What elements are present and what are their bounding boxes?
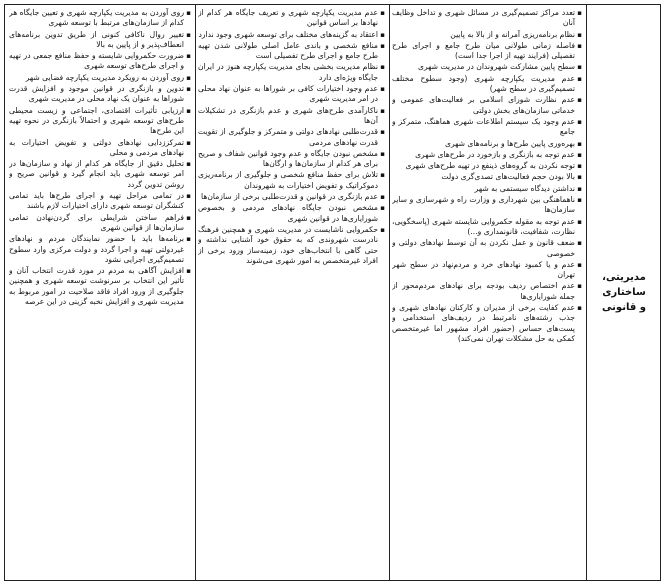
list-item: ▪ تغییر روال ناکافی کنونی از طریق تدوین برنامه‌های انعطاف‌پذیر و از پایین به بالا	[9, 30, 191, 51]
list-item: ▪ حکمروایی ناشایست در مدیریت شهری و همچنین فرهنگ نادرست شهروندی که به حقوق خود آشنایی نداشته و حتی گاهی با انتخاب‌های خود، زمینه‌ساز ورود برخی از افراد غیرمتخصص به امور شهری می‌شوند	[198, 225, 385, 266]
list-item: ▪ ناهماهنگی بین شهرداری و وزارت راه و شهرسازی و سایر سازمان‌ها	[392, 195, 582, 216]
list-item: ▪ برنامه‌ها باید با حضور نمایندگان مردم و نهادهای غیردولتی تهیه و اجرا گردد و دولت مرکزی وارد سطوح تصمیم‌گیری اجرایی نشود	[9, 234, 191, 265]
list-item: ▪ روی آوردن به مدیریت یکپارچه شهری و تعیین جایگاه هر کدام از سازمان‌های مرتبط با توسعه شهری	[9, 8, 191, 29]
list-item: ▪ عدم توجه به بازنگری و بازخورد در طرح‌های شهری	[392, 150, 582, 160]
list-item: ▪ عدم وجود یک سیستم اطلاعات شهری هماهنگ، متمرکز و جامع	[392, 117, 582, 138]
list-item: ▪ تعدد مراکز تصمیم‌گیری در مسائل شهری و تداخل وظایف آنان	[392, 8, 582, 29]
solutions-list	[9, 8, 191, 307]
list-item: ▪ فراهم ساختن شرایطی برای گردن‌نهادن تمامی سازمان‌ها از قوانین شهری	[9, 213, 191, 234]
list-item: ▪ سطح پایین مشارکت شهروندان در مدیریت شهری	[392, 62, 582, 72]
list-item: ▪ فاصله زمانی طولانی میان طرح جامع و اجرای طرح تفصیلی (فرایند تهیه از اجرا جدا است)	[392, 41, 582, 62]
list-item: ▪ عدم بازنگری در قوانین و قدرت‌طلبی برخی از سازمان‌ها	[198, 192, 385, 202]
list-item: ▪ منافع شخصی و باندی عامل اصلی طولانی شدن تهیه طرح جامع و اجرای طرح تفصیلی است	[198, 41, 385, 62]
list-item: ▪ نظام مدیریت بخشی بجای مدیریت یکپارچه هنوز در ایران جایگاه ویژه‌ای دارد	[198, 62, 385, 83]
list-item: ▪ تدوین و بازنگری در قوانین موجود و افزایش قدرت شوراها به عنوان یک نهاد محلی در مدیریت شهری	[9, 84, 191, 105]
column-solutions	[9, 8, 191, 577]
list-item: ▪ بالا بودن حجم فعالیت‌های تصدی‌گری دولت	[392, 172, 582, 182]
column-divider	[195, 5, 196, 580]
list-item: ▪ مشخص نبودن جایگاه نهادهای مردمی و بخصوص شورایاری‌ها در قوانین شهری	[198, 203, 385, 224]
causes-list	[198, 8, 385, 266]
list-item: ▪ ارزیابی تأثیرات اقتصادی، اجتماعی و زیست محیطی طرح‌های توسعه شهری و احتمالاً بازنگری در نحوه تهیه این طرح‌ها	[9, 106, 191, 137]
list-item: ▪ بهره‌وری پایین طرح‌ها و برنامه‌های شهری	[392, 139, 582, 149]
category-cell	[587, 5, 661, 580]
list-item: ▪ قدرت‌طلبی نهادهای دولتی و متمرکز و جلوگیری از تقویت قدرت نهادهای مردمی	[198, 127, 385, 148]
list-item: ▪ عدم مدیریت یکپارچه شهری (وجود سطوح مختلف تصمیم‌گیری در سطح شهر)	[392, 74, 582, 95]
list-item: ▪ افزایش آگاهی به مردم در مورد قدرت انتخاب آنان و تأثیر این انتخاب بر سرنوشت توسعه شهری و همچنین جلوگیری از ورود افراد فاقد صلاحیت در امور مربوط به مدیریت شهری و افزایش نخبه گزینی در این عرصه	[9, 266, 191, 307]
list-item: ▪ تمرکززدایی نهادهای دولتی و تفویض اختیارات به نهادهای مردمی و محلی	[9, 138, 191, 159]
list-item: ▪ توجه نکردن به گروه‌های ذینفع در تهیه طرح‌های شهری	[392, 161, 582, 171]
list-item: ▪ اعتقاد به گزینه‌های مختلف برای توسعه شهری وجود ندارد	[198, 30, 385, 40]
problems-list	[392, 8, 582, 344]
list-item: ▪ تحلیل دقیق از جایگاه هر کدام از نهاد و سازمان‌ها در امر توسعه شهری باید انجام گیرد و قوانین صریح و روشن تدوین گردد	[9, 159, 191, 190]
list-item: ▪ ضرورت حکمروایی شایسته و حفظ منافع جمعی در تهیه و اجرای طرح‌های توسعه شهری	[9, 51, 191, 72]
list-item: ▪ عدم مدیریت یکپارچه شهری و تعریف جایگاه هر کدام از نهادها بر اساس قوانین	[198, 8, 385, 29]
list-item: ▪ روی آوردن به رویکرد مدیریت یکپارچه فضایی شهر	[9, 73, 191, 83]
list-item: ▪ ناکارآمدی طرح‌های شهری و عدم بازنگری در تشکیلات آن‌ها	[198, 106, 385, 127]
column-divider	[389, 5, 390, 580]
list-item: ▪ عدم کفایت برخی از مدیران و کارکنان نهادهای شهری و جذب رشته‌های نامرتبط در ردیف‌های استخدامی و پست‌های حساس (حضور افراد مشهور اما غیرمتخصص کمکی به حل مشکلات تهران نمی‌کند)	[392, 303, 582, 344]
column-problems	[392, 8, 582, 577]
column-causes	[198, 8, 385, 577]
comparison-table	[4, 4, 661, 581]
list-item: ▪ عدم و یا کمبود نهادهای خرد و مردم‌نهاد در سطح شهر تهران	[392, 260, 582, 281]
category-label: مدیریتی، ساختاری و قانونی	[602, 272, 646, 313]
list-item: ▪ عدم نظارت شورای اسلامی بر فعالیت‌های عمومی و خدماتی سازمان‌های بخش دولتی	[392, 95, 582, 116]
list-item: ▪ عدم وجود اختیارات کافی بر شوراها به عنوان نهاد محلی در امر مدیریت شهری	[198, 84, 385, 105]
list-item: ▪ مشخص نبودن جایگاه و عدم وجود قوانین شفاف و صریح برای هر کدام از سازمان‌ها و ارگان‌ها	[198, 149, 385, 170]
list-item: ▪ عدم توجه به مقوله حکمروایی شایسته شهری (پاسخگویی، نظارت، شفافیت، قانونمداری و...)	[392, 217, 582, 238]
list-item: ▪ عدم اختصاص ردیف بودجه برای نهادهای مردم‌محور از جمله شورایاری‌ها	[392, 281, 582, 302]
list-item: ▪ ضعف قانون و عمل نکردن به آن توسط نهادهای دولتی و خصوصی	[392, 238, 582, 259]
list-item: ▪ در تمامی مراحل تهیه و اجرای طرح‌ها باید تمامی کنشگران توسعه شهری دارای اختیارات لازم باشند	[9, 191, 191, 212]
list-item: ▪ نظام برنامه‌ریزی آمرانه و از بالا به پایین	[392, 30, 582, 40]
list-item: ▪ تلاش برای حفظ منافع شخصی و جلوگیری از برنامه‌ریزی دموکراتیک و تفویض اختیارات به شهروندان	[198, 170, 385, 191]
list-item: ▪ نداشتن دیدگاه سیستمی به شهر	[392, 184, 582, 194]
